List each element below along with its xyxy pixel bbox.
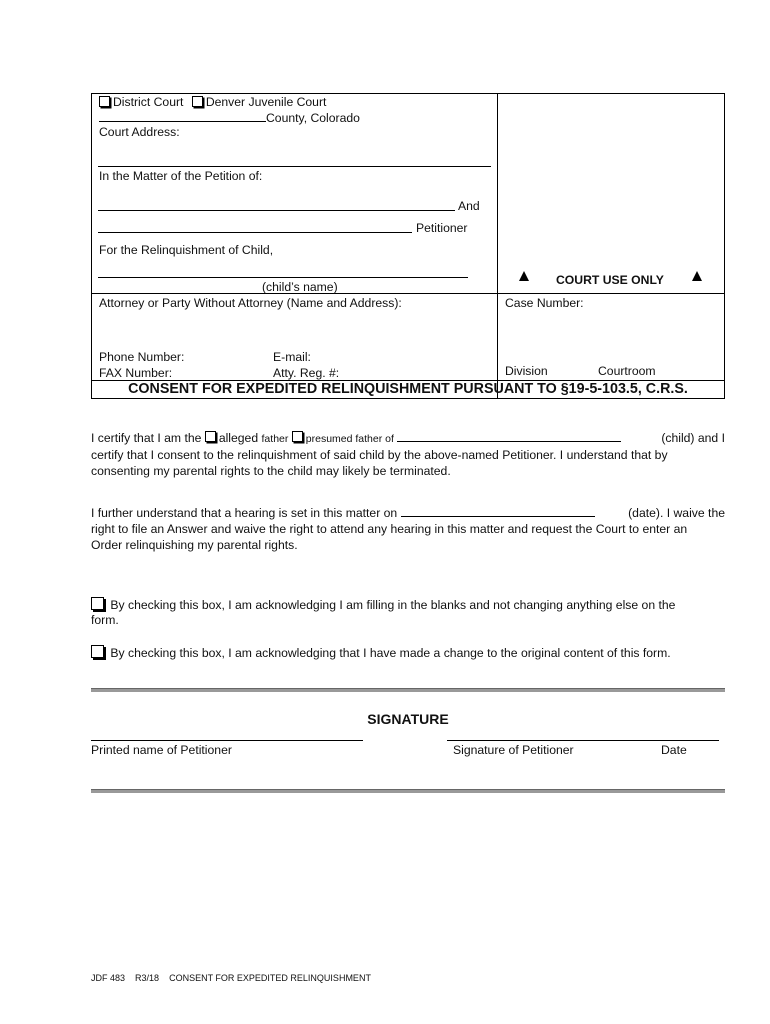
footer: [91, 973, 371, 983]
hearing-paragraph: [91, 505, 725, 553]
court-use-only-label: COURT USE ONLY: [556, 273, 664, 287]
child-name-blank[interactable]: [98, 277, 468, 278]
p2-line3: Order relinquishing my parental rights.: [91, 538, 298, 552]
printed-name-label: Printed name of Petitioner: [91, 743, 232, 757]
matter-label: In the Matter of the Petition of:: [99, 169, 263, 183]
caption-row-divider: [91, 293, 725, 294]
county-blank[interactable]: [99, 110, 266, 122]
phone-label: Phone Number:: [99, 350, 185, 364]
courtroom-label: Courtroom: [598, 364, 656, 378]
arrow-up-icon: [692, 270, 702, 284]
footer-revision: R3/18: [135, 973, 160, 983]
child-blank[interactable]: [397, 430, 621, 442]
atty-reg-label: Atty. Reg. #:: [273, 366, 340, 380]
ack-changed-label: By checking this box, I am acknowledging that I have made a change to the original content of this form.: [110, 646, 671, 660]
separator-top: [91, 688, 725, 692]
county-line: [99, 110, 360, 125]
ack-no-change: [91, 597, 675, 612]
p2-suffix: (date). I waive the: [628, 506, 725, 520]
caption-divider: [497, 93, 498, 399]
p1-line3: consenting my parental rights to the child may likely be terminated.: [91, 464, 451, 478]
separator-bottom: [91, 789, 725, 793]
arrow-up-icon: [519, 270, 529, 284]
court-selection: [99, 95, 326, 109]
footer-form-id: JDF 483: [91, 973, 126, 983]
presumed-checkbox[interactable]: [292, 431, 303, 442]
signature-line[interactable]: [447, 740, 719, 741]
certification-paragraph: [91, 430, 725, 479]
and-label: And: [458, 199, 480, 213]
presumed-label: presumed father of: [305, 433, 394, 445]
ack-changed-checkbox[interactable]: [91, 645, 104, 658]
date-label: Date: [661, 743, 687, 757]
childs-name-label: (child’s name): [262, 280, 338, 294]
county-label: County, Colorado: [266, 111, 360, 125]
denver-juvenile-court-label: Denver Juvenile Court: [205, 95, 327, 109]
division-label: Division: [505, 364, 548, 378]
ack-changed: [91, 645, 671, 660]
case-number-label: Case Number:: [505, 296, 584, 310]
alleged-checkbox[interactable]: [205, 431, 216, 442]
email-label: E-mail:: [273, 350, 311, 364]
district-court-checkbox[interactable]: [99, 96, 110, 107]
court-address-label: Court Address:: [99, 125, 180, 139]
ack-no-change-label: By checking this box, I am acknowledging I am filling in the blanks and not changing anything else on the: [110, 598, 676, 612]
form-title: CONSENT FOR EXPEDITED RELINQUISHMENT PURSUANT TO §19-5-103.5, C.R.S.: [128, 381, 688, 397]
relinquishment-label: For the Relinquishment of Child,: [99, 243, 274, 257]
alleged-label: alleged: [218, 431, 259, 445]
printed-name-line[interactable]: [91, 740, 363, 741]
denver-juvenile-court-checkbox[interactable]: [192, 96, 203, 107]
signature-heading: SIGNATURE: [367, 711, 449, 727]
district-court-label: District Court: [113, 95, 184, 109]
signature-label: Signature of Petitioner: [453, 743, 574, 757]
p2-line2: right to file an Answer and waive the right to attend any hearing in this matter and request the Court to enter an: [91, 522, 688, 536]
p1-child-suffix: (child) and I: [661, 431, 725, 445]
attorney-label: Attorney or Party Without Attorney (Name and Address):: [99, 296, 402, 310]
ack-no-change-line2: form.: [91, 613, 119, 627]
court-address-blank[interactable]: [98, 166, 491, 167]
p1-prefix: I certify that I am the: [91, 431, 202, 445]
p1-line2: certify that I consent to the relinquishment of said child by the above-named Petitioner. I understand that by: [91, 448, 668, 462]
p2-prefix: I further understand that a hearing is set in this matter on: [91, 506, 398, 520]
footer-form-title: CONSENT FOR EXPEDITED RELINQUISHMENT: [169, 973, 371, 983]
hearing-date-blank[interactable]: [401, 505, 595, 517]
petitioner1-blank[interactable]: [98, 210, 455, 211]
father-label: father: [261, 433, 289, 445]
petitioner2-blank[interactable]: [98, 232, 412, 233]
ack-no-change-checkbox[interactable]: [91, 597, 104, 610]
petitioner-label: Petitioner: [416, 221, 468, 235]
fax-label: FAX Number:: [99, 366, 173, 380]
